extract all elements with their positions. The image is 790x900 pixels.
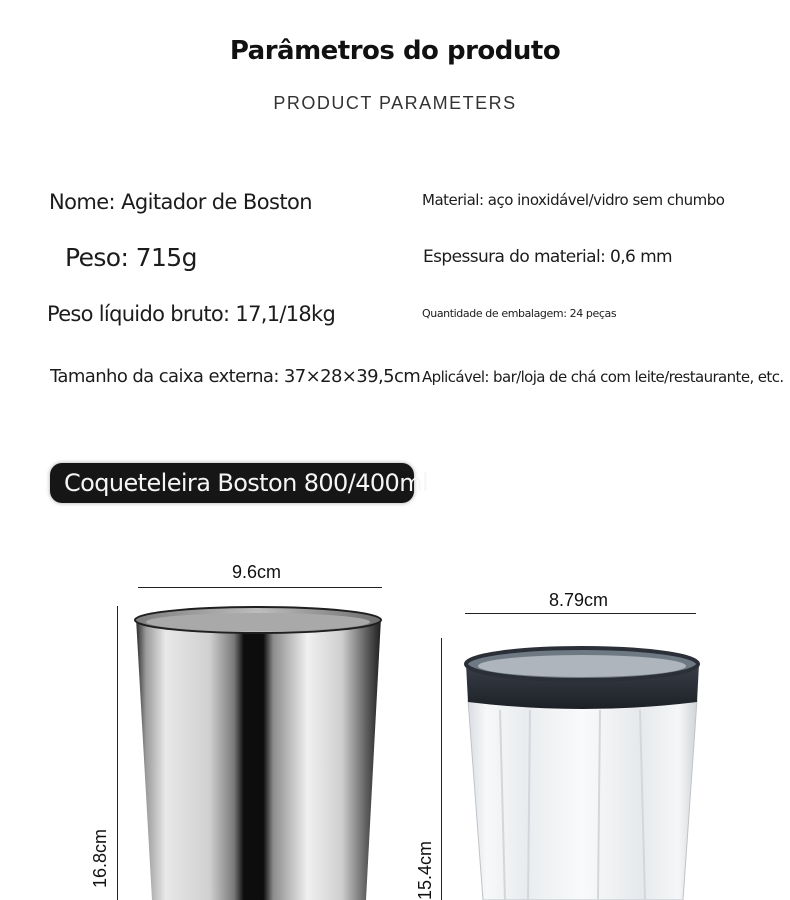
spec-thickness: Espessura do material: 0,6 mm — [423, 247, 672, 267]
tin-width-label: 9.6cm — [232, 562, 282, 582]
page-subtitle: PRODUCT PARAMETERS — [273, 93, 517, 113]
page-title: Parâmetros do produto — [229, 36, 561, 66]
spec-packing-qty: Quantidade de embalagem: 24 peças — [422, 307, 617, 320]
spec-name: Nome: Agitador de Boston — [49, 190, 312, 214]
glass-width-label: 8.79cm — [549, 590, 609, 610]
spec-box-size: Tamanho da caixa externa: 37×28×39,5cm — [50, 366, 421, 387]
spec-material: Material: aço inoxidável/vidro sem chumbo — [422, 191, 725, 209]
mixing-glass — [466, 648, 699, 900]
banner-label: Coqueteleira Boston 800/400ml — [64, 469, 429, 497]
spec-net-gross-weight: Peso líquido bruto: 17,1/18kg — [47, 302, 336, 326]
spec-applicable: Aplicável: bar/loja de chá com leite/restaurante, etc. — [422, 368, 784, 386]
spec-weight: Peso: 715g — [65, 243, 197, 272]
shaker-tin — [135, 607, 381, 900]
glass-height-label: 15.4cm — [415, 840, 435, 900]
tin-height-label: 16.8cm — [90, 828, 110, 888]
